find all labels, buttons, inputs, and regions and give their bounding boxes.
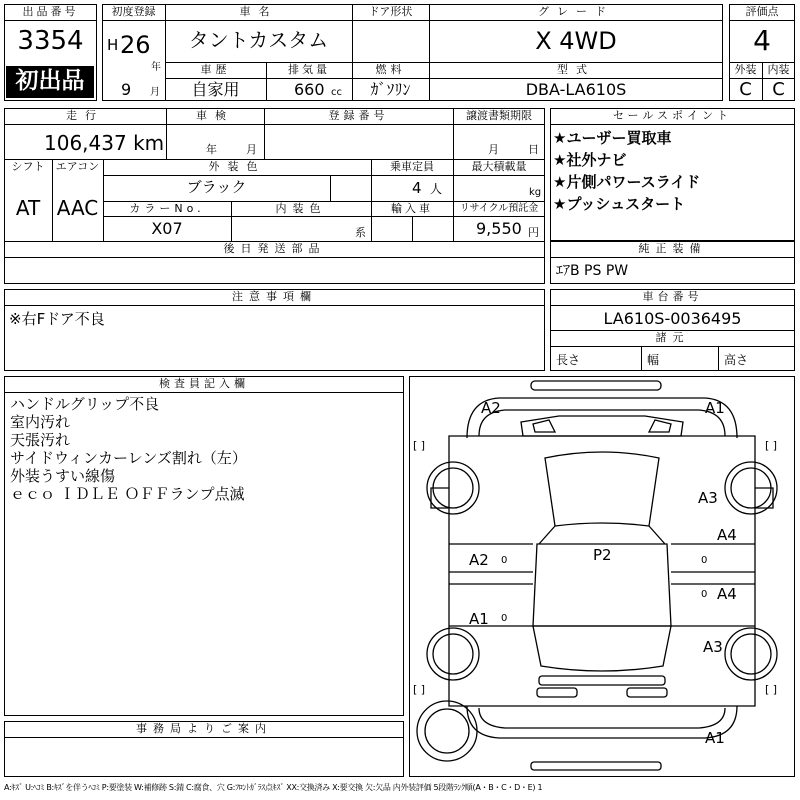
rear-left-wheel <box>427 628 479 680</box>
equipment-value: ｴｱB PS PW <box>556 263 629 279</box>
recycle-unit: 円 <box>528 226 539 239</box>
sales-point-2: ★社外ナビ <box>553 151 627 169</box>
width-label: 幅 <box>647 353 660 367</box>
interior-color-label: 内装色 <box>275 202 327 215</box>
mileage-value: 106,437 km <box>44 131 165 155</box>
recycle-label: リサイクル預託金 <box>459 203 539 214</box>
capacity-label: 乗車定員 <box>390 160 434 173</box>
transfer-day-unit: 日 <box>528 143 539 156</box>
door-label: ドア形状 <box>368 5 413 18</box>
fuel-value: ｶﾞｿﾘﾝ <box>370 80 411 99</box>
mark-front-left: A2 <box>481 399 501 417</box>
sales-points-label: セールスポイント <box>612 109 732 122</box>
bracket-right-rear: [ ] <box>765 683 778 696</box>
rear-right-wheel <box>725 628 777 680</box>
load-unit: kg <box>529 187 542 198</box>
car-name-label: 車名 <box>239 5 278 18</box>
exterior-color-label: 外装色 <box>208 160 266 173</box>
small-mark-1: 0 <box>501 555 508 566</box>
score-value: 4 <box>753 24 771 57</box>
inspection-label: 車検 <box>196 109 234 122</box>
small-mark-4: 0 <box>701 589 708 600</box>
recycle-value: 9,550 <box>476 219 522 238</box>
sales-point-1: ★ユーザー買取車 <box>553 129 672 147</box>
front-outline <box>467 398 737 438</box>
first-reg-month: 9 <box>121 80 132 99</box>
fuel-label: 燃料 <box>375 63 406 76</box>
bracket-left-rear: [ ] <box>413 683 426 696</box>
mark-right-rear-fender: A3 <box>703 638 723 656</box>
sales-point-3: ★片側パワースライド <box>553 173 701 191</box>
lot-number: 3354 <box>17 26 84 56</box>
mark-roof: P2 <box>593 546 612 564</box>
later-parts-label: 後日発送部品 <box>223 242 326 255</box>
sales-point-4: ★プッシュスタート <box>553 195 686 213</box>
mark-front-right: A1 <box>705 399 725 417</box>
rear-bumper-shape <box>537 688 577 697</box>
length-label: 長さ <box>556 353 581 367</box>
inspector-line-4: サイドウィンカーレンズ割れ（左） <box>10 449 247 467</box>
lot-number-label: 出品番号 <box>22 5 79 18</box>
shift-value: AT <box>15 196 41 220</box>
shift-label: シフト <box>11 160 45 173</box>
small-mark-2: 0 <box>701 555 708 566</box>
color-no-label: カラーNo. <box>129 202 205 215</box>
inspection-month-unit: 月 <box>246 143 257 156</box>
load-label: 最大積載量 <box>471 160 527 173</box>
score-label: 評価点 <box>745 5 779 18</box>
height-label: 高さ <box>724 353 749 367</box>
era: H <box>107 36 119 54</box>
history-value: 自家用 <box>191 80 240 99</box>
front-bumper-shape <box>531 381 661 390</box>
transfer-label: 譲渡書類期限 <box>466 109 532 122</box>
mark-left-rear-door: A1 <box>469 610 489 628</box>
reg-no-label: 登録番号 <box>328 109 389 122</box>
chassis-value: LA610S-0036495 <box>603 309 742 328</box>
dimensions-label: 諸元 <box>655 331 690 344</box>
interior-color-unit: 系 <box>355 226 366 239</box>
bracket-right-front: [ ] <box>765 439 778 452</box>
interior-grade: C <box>772 79 785 100</box>
grade-label: グレード <box>538 5 614 18</box>
notes-label: 注意事項欄 <box>232 290 317 303</box>
model-label: 型式 <box>557 63 595 76</box>
mark-right-front-fender: A3 <box>698 489 718 507</box>
inspector-line-2: 室内汚れ <box>10 413 71 431</box>
first-reg-year: 26 <box>120 31 151 59</box>
mileage-label: 走行 <box>66 109 104 122</box>
mark-left-front-door: A2 <box>469 551 489 569</box>
inspector-line-5: 外装うすい線傷 <box>10 467 116 485</box>
history-label: 車歴 <box>200 63 231 76</box>
inspection-year-unit: 年 <box>206 143 217 156</box>
bracket-left-front: [ ] <box>413 439 426 452</box>
office-label: 事務局よりご案内 <box>136 722 272 735</box>
first-listing-text: 初出品 <box>15 68 85 94</box>
spare-wheel <box>417 701 477 761</box>
interior-grade-label: 内装 <box>767 63 790 76</box>
mark-rear-right: A1 <box>705 729 725 747</box>
displacement-value: 660 <box>294 80 325 99</box>
legend: A:ｷｽﾞ U:ﾍｺﾐ B:ｷｽﾞを伴うﾍｺﾐ P:要塗装 W:補修跡 S:錆 C:腐食、穴 G:ﾌﾛﾝﾄｶﾞﾗｽ点ｷｽﾞ XX:交換済み X:要交換 欠:欠品 内外装評価 5段階ﾗﾝｸ順(A・B・C・D・E) 1 <box>4 783 543 792</box>
year-unit: 年 <box>151 62 161 73</box>
car-name: タントカスタム <box>188 28 329 52</box>
mark-right-rear-door: A4 <box>717 585 737 603</box>
first-reg-label: 初度登録 <box>111 5 156 18</box>
displacement-unit: cc <box>331 87 342 98</box>
capacity-unit: 人 <box>430 182 443 196</box>
notes-value: ※右Fドア不良 <box>9 310 105 328</box>
body-outline <box>449 436 755 706</box>
chassis-label: 車台番号 <box>642 290 703 303</box>
color-no-value: X07 <box>151 219 183 238</box>
exterior-grade-label: 外装 <box>734 63 757 76</box>
displacement-label: 排気量 <box>288 63 330 76</box>
import-label: 輸入車 <box>391 202 433 215</box>
inspector-line-6: ｅｃｏ ＩＤＬＥ ＯＦＦランプ点滅 <box>10 485 245 503</box>
inspector-line-1: ハンドルグリップ不良 <box>10 395 160 413</box>
equipment-label: 純正装備 <box>638 242 707 255</box>
small-mark-3: 0 <box>501 613 508 624</box>
model-value: DBA-LA610S <box>525 80 627 99</box>
month-unit: 月 <box>150 87 160 98</box>
capacity-value: 4 <box>412 179 422 197</box>
inspector-label: 検査員記入欄 <box>159 377 249 390</box>
exterior-color-value: ブラック <box>186 178 247 196</box>
exterior-grade: C <box>739 79 752 100</box>
inspector-line-3: 天張汚れ <box>10 431 71 449</box>
ac-value: AAC <box>56 196 99 220</box>
ac-label: エアコン <box>55 160 100 173</box>
mark-right-front-door: A4 <box>717 526 737 544</box>
car-diagram <box>409 376 795 777</box>
grade-value: X 4WD <box>535 27 617 55</box>
transfer-month-unit: 月 <box>488 143 499 156</box>
